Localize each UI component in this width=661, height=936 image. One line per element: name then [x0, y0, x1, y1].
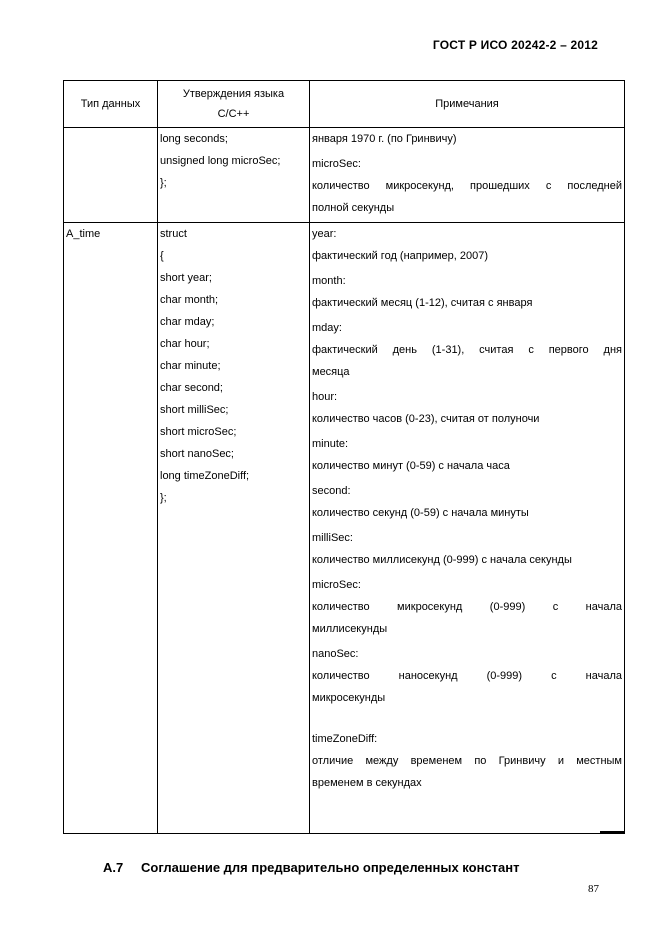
- table-end-mark: [600, 831, 624, 833]
- note-label-millisec: milliSec:: [312, 532, 353, 544]
- note-desc: миллисекунды: [312, 623, 388, 635]
- code-line: short year;: [160, 272, 212, 284]
- code-line: };: [160, 492, 167, 504]
- code-line: long seconds;: [160, 133, 228, 145]
- code-line: char mday;: [160, 316, 215, 328]
- code-line: char hour;: [160, 338, 210, 350]
- code-line: long timeZoneDiff;: [160, 470, 250, 482]
- note-label-timezonediff: timeZoneDiff:: [312, 733, 378, 745]
- note-label-microsec: microSec:: [312, 579, 361, 591]
- note-line: января 1970 г. (по Гринвичу): [312, 133, 457, 145]
- note-label-hour: hour:: [312, 391, 338, 403]
- table-row: [64, 128, 625, 223]
- note-desc: количество миллисекунд (0-999) с начала секунды: [312, 554, 572, 566]
- column-header-notes: Примечания: [310, 81, 625, 128]
- section-title-text: Соглашение для предварительно определенных констант: [141, 860, 520, 875]
- code-line: char minute;: [160, 360, 221, 372]
- cell-type: [64, 128, 158, 223]
- code-line: };: [160, 177, 167, 189]
- note-desc: количество часов (0-23), считая от полуночи: [312, 413, 540, 425]
- column-header-language: [158, 81, 310, 128]
- section-number: A.7: [103, 860, 124, 875]
- code-line: char month;: [160, 294, 219, 306]
- note-desc: количество наносекунд (0-999) с начала: [312, 670, 622, 682]
- note-line: полной секунды: [312, 202, 395, 214]
- column-header-language-line1: Утверждения языка: [182, 88, 285, 100]
- code-line: short milliSec;: [160, 404, 229, 416]
- code-line: char second;: [160, 382, 223, 394]
- data-types-table: [63, 80, 625, 834]
- column-header-language-line2: C/C++: [217, 108, 250, 120]
- code-line: struct: [160, 228, 187, 240]
- note-desc: месяца: [312, 366, 350, 378]
- note-desc: фактический месяц (1-12), считая с января: [312, 297, 533, 309]
- cell-code: [158, 128, 310, 223]
- table-header-row: [64, 81, 625, 128]
- note-label-month: month:: [312, 275, 346, 287]
- note-label-nanosec: nanoSec:: [312, 648, 359, 660]
- note-label-second: second:: [312, 485, 351, 497]
- note-desc: фактический год (например, 2007): [312, 250, 489, 262]
- note-desc: фактический день (1-31), считая с первого дня: [312, 344, 622, 356]
- column-header-type: Тип данных: [64, 81, 158, 128]
- note-desc: количество минут (0-59) с начала часа: [312, 460, 510, 472]
- cell-code: [158, 223, 310, 834]
- cell-notes: [310, 223, 625, 834]
- note-desc: временем в секундах: [312, 777, 422, 789]
- document-code-header: ГОСТ Р ИСО 20242-2 – 2012: [432, 38, 598, 52]
- note-label-mday: mday:: [312, 322, 342, 334]
- note-label-minute: minute:: [312, 438, 349, 450]
- code-line: short microSec;: [160, 426, 237, 438]
- note-desc: микросекунды: [312, 692, 386, 704]
- note-line: количество микросекунд, прошедших с последней: [312, 180, 622, 192]
- note-label: microSec:: [312, 158, 361, 170]
- section-heading: [103, 860, 519, 875]
- cell-type: A_time: [64, 223, 158, 834]
- code-line: unsigned long microSec;: [160, 155, 281, 167]
- note-desc: отличие между временем по Гринвичу и местным: [312, 755, 622, 767]
- note-label-year: year:: [312, 228, 337, 240]
- code-line: {: [160, 250, 164, 262]
- cell-notes: [310, 128, 625, 223]
- note-desc: количество микросекунд (0-999) с начала: [312, 601, 622, 613]
- code-line: short nanoSec;: [160, 448, 234, 460]
- note-desc: количество секунд (0-59) с начала минуты: [312, 507, 529, 519]
- page-number: 87: [588, 883, 599, 895]
- table-row: [64, 223, 625, 834]
